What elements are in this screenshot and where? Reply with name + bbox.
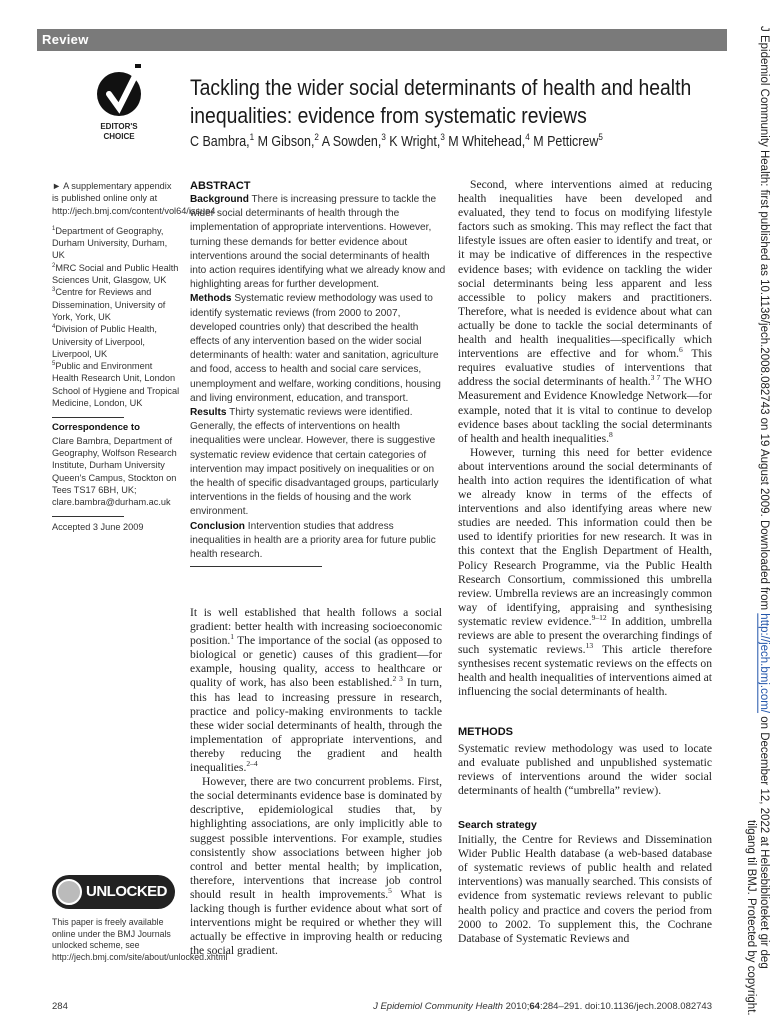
- body-paragraph: Second, where interventions aimed at reducing health inequalities have been developed and evaluated, they tend to focus on modifying lifestyle factors such as smoking. This may reflect the fact that lifestyle issues are often easier to identify and treat, or it may be indicative of differences in the respective evidence bases; with evidence on tackling the wider social determinants being less apparent and less accessible to policy makers and practitioners. Therefore, what is needed is evidence about what can actually be done to tackle the social determinants of health and health inequalities—specifically which interventions are effective and for whom.$^6$ This requires evaluative studies of interventions that address the social determinants of health.$^{3 7}$ The WHO Measurement and Evidence Knowledge Network—for example, noted that it is vital to continue to develop evidence bases about tackling the social determinants of health and health inequalities.$^8$: [458, 178, 712, 445]
- affiliation: $^4$Division of Public Health, University of Liverpool, Liverpool, UK: [52, 324, 157, 359]
- abstract-conclusion: Intervention studies that address inequalities in health are a priority area for future public health research.: [190, 520, 436, 561]
- abstract-background: There is increasing pressure to tackle the wider social determinants of health through the implementation of appropriate interventions. However, turning these demands for better evidence about interventions around the social determinants of health into action requires identifying what we already know and highlighting areas for further development.: [190, 194, 446, 291]
- abstract-label: Conclusion: [190, 520, 245, 532]
- body-paragraph: Systematic review methodology was used to locate and evaluate published and unpublished systematic reviews of interventions around the wider social determinants of health (“umbrella” review).: [458, 741, 712, 797]
- author: K Wright,$^3$: [389, 131, 445, 150]
- page-number: 284: [52, 1001, 68, 1012]
- checkmark-icon: [97, 72, 141, 116]
- author-list: [190, 131, 603, 150]
- body-paragraph: However, turning this need for better evidence about interventions around the social determinants of health into action requires the identification of what we already know in terms of the effects of interventions and also identifying areas where new studies are needed. This information could then be used to identify priorities for new research. It was in this context that the English Department of Health, Policy Research Programme, via the Public Health Research Consortium, commissioned this umbrella review. Umbrella reviews are an increasingly common way of identifying, appraising and synthesising systematic review evidence.$^{9-12}$ In addition, umbrella reviews are able to present the overarching findings of such systematic reviews.$^{13}$ This article therefore synthesises recent systematic reviews on the effects on health and health inequalities of interventions aimed at influencing the social determinants of health.: [458, 445, 713, 699]
- author: M Whitehead,$^4$: [448, 131, 530, 150]
- body-paragraph: Initially, the Centre for Reviews and Dissemination Wider Public Health database (a web-based database of systematic reviews of public health and related interventions) was manually searched. This consists of evidence from systematic reviews relevant to public health policy and practice and covers the period from 2000 to 2002. To supplement this, the Cochrane Database of Systematic Reviews and: [458, 833, 712, 945]
- affiliation: $^2$MRC Social and Public Health Sciences Unit, Glasgow, UK: [52, 262, 179, 286]
- citation-footer: J Epidemiol Community Health 2010;64:284–291. doi:10.1136/jech.2008.082743: [373, 1001, 712, 1012]
- search-strategy-heading: Search strategy: [458, 818, 537, 831]
- divider: [52, 516, 124, 517]
- accepted-date: Accepted 3 June 2009: [52, 522, 144, 533]
- abstract-results: Thirty systematic reviews were identified. Generally, the effects of interventions on health inequalities were unclear. However, there is suggestive systematic review evidence that certain categories of intervention may impact positively on inequalities or on the health of specific disadvantaged groups, particularly interventions in the fields of housing and the work environment.: [190, 407, 439, 518]
- body-column-right: [458, 178, 712, 946]
- correspondence-email[interactable]: clare.bambra@durham.ac.uk: [52, 497, 171, 508]
- article-title: Tackling the wider social determinants of health and health inequalities: evidence from systematic reviews: [190, 75, 692, 128]
- author: M Gibson,$^2$: [257, 131, 319, 150]
- body-column-left: [190, 606, 442, 958]
- affiliation: $^5$Public and Environment Health Research Unit, London School of Hygiene and Tropical Medicine, London, UK: [52, 361, 180, 409]
- unlocked-logo-text: UNLOCKED: [86, 883, 167, 900]
- author: A Sowden,$^3$: [321, 131, 386, 150]
- badge-line1: EDITOR'S: [100, 122, 138, 131]
- jech-link[interactable]: http://jech.bmj.com/: [758, 613, 770, 714]
- affiliation: $^3$Centre for Reviews and Dissemination, University of York, York, UK: [52, 287, 166, 322]
- body-paragraph: However, there are two concurrent problems. First, the social determinants evidence base is dominated by descriptive, epidemiological studies that, by highlighting associations, are only implicitly able to suggest possible interventions. For example, studies consistently show associations between higher job control and better mental health; by implication, therefore, interventions that increase job control should result in health improvements.$^5$ What is lacking though is further evidence about what sort of interventions might be required or whether they will actually be effective in improving health or reducing the social gradient.: [190, 775, 442, 958]
- methods-heading: METHODS: [458, 726, 513, 739]
- abstract-methods: Systematic review methodology was used to identify systematic reviews (from 2000 to 2007, developed countries only) that described the health effects of any intervention based on the wider social determinants of health: water and sanitation, agriculture and food, access to health and social care services, unemployment and welfare, working conditions, housing and living environment, education, and transport.: [190, 293, 441, 404]
- unlocked-logo: [52, 875, 175, 909]
- abstract-heading: ABSTRACT: [190, 180, 251, 192]
- section-bar: [37, 29, 727, 51]
- unlocked-note: This paper is freely available online under the BMJ Journals unlocked scheme, see http://jech.bmj.com/site/about/unlocked.xhtml: [52, 917, 228, 962]
- correspondence-heading: Correspondence to: [52, 422, 140, 434]
- abstract-divider: [190, 566, 322, 567]
- divider: [52, 417, 124, 418]
- padlock-icon: [56, 879, 82, 905]
- section-label: Review: [42, 32, 89, 47]
- abstract-label: Background: [190, 194, 249, 205]
- correspondence-address: Clare Bambra, Department of Geography, Wolfson Research Institute, Durham University Queen's Campus, Stockton on Tees TS17 6BH, UK;: [52, 435, 177, 495]
- affiliations: [52, 225, 180, 409]
- author: M Petticrew$^5$: [533, 131, 603, 150]
- author: C Bambra,$^1$: [190, 131, 255, 150]
- editors-choice-badge: [88, 72, 150, 142]
- abstract-label: Results: [190, 407, 227, 419]
- supplementary-note: ► A supplementary appendix is published online only at http://jech.bmj.com/content/vol64/issue4: [52, 181, 216, 216]
- body-paragraph: It is well established that health follows a social gradient: better health with increasing socioeconomic position.$^1$ The importance of the social (as opposed to biological or genetic) causes of this gradient—for example, housing quality, access to healthcare or quality of work, has also been established.$^{2 3}$ In turn, this has lead to increasing pressure in research, practice and policy-making environments to tackle these wider social determinants of health, through the implementation of appropriate interventions, and thereby reducing the gradient and health inequalities.$^{2-4}$: [190, 606, 442, 775]
- affiliation: $^1$Department of Geography, Durham University, Durham, UK: [52, 225, 168, 261]
- badge-line2: CHOICE: [103, 132, 135, 141]
- abstract-label: Methods: [190, 293, 232, 305]
- download-notice: J Epidemiol Community Health: first published as 10.1136/jech.2008.082743 on 19 August 2009. Downloaded from http://jech.bmj.com/ on December 12, 2022 at Helsebiblioteket gir deg tilgang til BMJ. Protected by copyright.: [745, 26, 770, 1016]
- abstract: [190, 180, 446, 562]
